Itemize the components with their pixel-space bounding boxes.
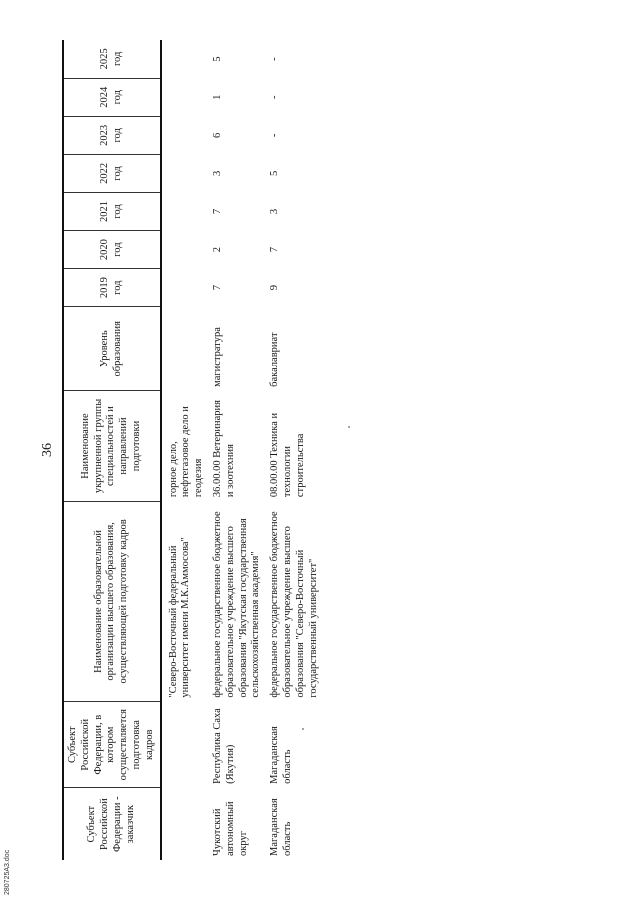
table-row <box>266 40 323 860</box>
cell-specialty: 36.00.00 Ветеринария и зоотехния <box>211 400 236 498</box>
cell-2019 <box>161 269 209 307</box>
cell-2020: 2 <box>211 246 223 253</box>
cell-level <box>161 307 209 391</box>
cell-2020: 7 <box>269 246 281 253</box>
cell-customer: Магаданская область <box>269 798 293 856</box>
cell-2024 <box>161 78 209 116</box>
cell-2021: 7 <box>211 208 223 215</box>
footer-doc-code: 280725А3.doc <box>4 849 11 895</box>
header-year-2022: 2022 год <box>63 154 161 192</box>
cell-training-region: Республика Саха (Якутия) <box>211 708 236 784</box>
cell-2025: 5 <box>211 56 223 62</box>
cell-2023: 6 <box>211 132 223 138</box>
training-quota-table <box>62 40 323 860</box>
cell-2021 <box>161 192 209 230</box>
cell-2021: 3 <box>269 208 281 215</box>
header-year-2020: 2020 год <box>63 231 161 269</box>
cell-2020 <box>161 231 209 269</box>
cell-2022: 3 <box>211 170 223 177</box>
cell-2024: 1 <box>211 94 223 100</box>
header-subject-customer: Субъект Российской Федерации - заказчик <box>63 788 161 860</box>
header-year-2019: 2019 год <box>63 269 161 307</box>
cell-2019: 9 <box>269 285 281 291</box>
header-organization: Наименование образовательной организации высшего образования, осуществляющей подготовку кадров <box>63 501 161 701</box>
cell-organization: "Северо-Восточный федеральный университет имени М.К.Аммосова" <box>167 537 192 698</box>
cell-2023 <box>161 116 209 154</box>
page-number: 36 <box>40 443 55 457</box>
rotated-table-area <box>40 40 600 860</box>
cell-2024: - <box>269 95 281 99</box>
cell-2022 <box>161 154 209 192</box>
cell-specialty: 08.00.00 Техника и технологии строительства <box>269 412 306 498</box>
table-header-row <box>63 40 161 860</box>
header-specialty-group: Наименование укрупненной группы специальностей и направлений подготовки <box>63 391 161 501</box>
table-row <box>161 40 209 860</box>
cell-customer: Чукотский автономный округ <box>211 801 249 856</box>
table-row <box>209 40 266 860</box>
cell-organization: федеральное государственное бюджетное образовательное учреждение высшего образования "Якутская государственная сельскохозяйственная академия" <box>211 511 262 698</box>
header-year-2024: 2024 год <box>63 78 161 116</box>
cell-level: магистратура <box>211 327 223 387</box>
scan-speck <box>302 728 304 730</box>
cell-2019: 7 <box>211 285 223 291</box>
cell-training-region: Магаданская область <box>269 726 293 784</box>
cell-organization: федеральное государственное бюджетное образовательное учреждение высшего образования "Северо-Восточный государственный университет" <box>269 511 319 698</box>
cell-training-region <box>161 702 209 788</box>
header-year-2021: 2021 год <box>63 192 161 230</box>
header-year-2025: 2025 год <box>63 40 161 78</box>
cell-2022: 5 <box>269 170 281 177</box>
header-year-2023: 2023 год <box>63 116 161 154</box>
cell-2025: - <box>269 57 281 61</box>
cell-customer <box>161 788 209 860</box>
scan-speck <box>348 426 350 428</box>
cell-level: бакалавриат <box>269 332 281 387</box>
header-level: Уровень образования <box>63 307 161 391</box>
cell-2023: - <box>269 133 281 138</box>
cell-specialty: горное дело, нефтегазовое дело и геодезия <box>167 406 205 498</box>
header-subject-training: Субъект Российской Федерации, в котором осуществляется подготовка кадров <box>63 702 161 788</box>
cell-2025 <box>161 40 209 78</box>
